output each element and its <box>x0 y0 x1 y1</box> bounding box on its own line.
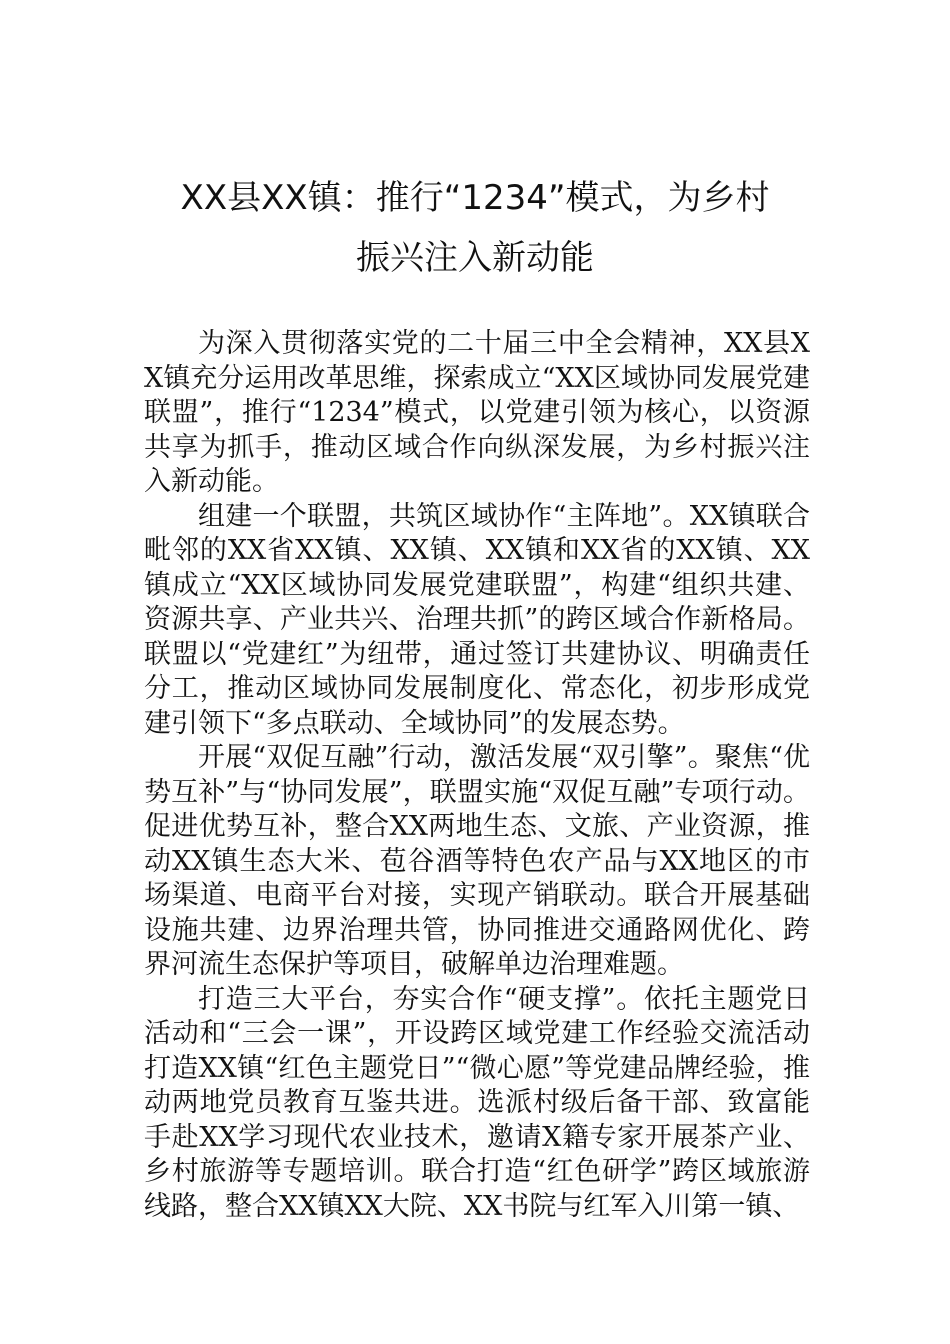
paragraph-dual-action: 开展“双促互融”行动，激活发展“双引擎”。聚焦“优势互补”与“协同发展”，联盟实施“双促互融”专项行动。促进优势互补，整合XX两地生态、文旅、产业资源，推动XX镇生态大米、苞谷酒等特色农产品与XX地区的市场渠道、电商平台对接，实现产销联动。联合开展基础设施共建、边界治理共管，协同推进交通路网优化、跨界河流生态保护等项目，破解单边治理难题。 <box>144 742 810 980</box>
title-line-2: 振兴注入新动能 <box>356 238 594 278</box>
paragraph-three-platforms: 打造三大平台，夯实合作“硬支撑”。依托主题党日活动和“三会一课”，开设跨区域党建工作经验交流活动打造XX镇“红色主题党日”“微心愿”等党建品牌经验，推动两地党员教育互鉴共进。选派村级后备干部、致富能手赴XX学习现代农业技术，邀请X籍专家开展茶产业、乡村旅游等专题培训。联合打造“红色研学”跨区域旅游线路，整合XX镇XX大院、XX书院与红军入川第一镇、 <box>144 983 810 1222</box>
document-body <box>144 327 810 1224</box>
paragraph-alliance: 组建一个联盟，共筑区域协作“主阵地”。XX镇联合毗邻的XX省XX镇、XX镇、XX镇和XX省的XX镇、XX镇成立“XX区域协同发展党建联盟”，构建“组织共建、资源共享、产业共兴、治理共抓”的跨区域合作新格局。联盟以“党建红”为纽带，通过签订共建协议、明确责任分工，推动区域协同发展制度化、常态化，初步形成党建引领下“多点联动、全域协同”的发展态势。 <box>144 500 810 739</box>
paragraph-intro: 为深入贯彻落实党的二十届三中全会精神，XX县XX镇充分运用改革思维，探索成立“XX区域协同发展党建联盟”，推行“1234”模式，以党建引领为核心，以资源共享为抓手，推动区域合作向纵深发展，为乡村振兴注入新动能。 <box>144 328 810 497</box>
document-title <box>130 168 820 288</box>
title-line-1: XX县XX镇：推行“1234”模式，为乡村 <box>180 178 770 218</box>
